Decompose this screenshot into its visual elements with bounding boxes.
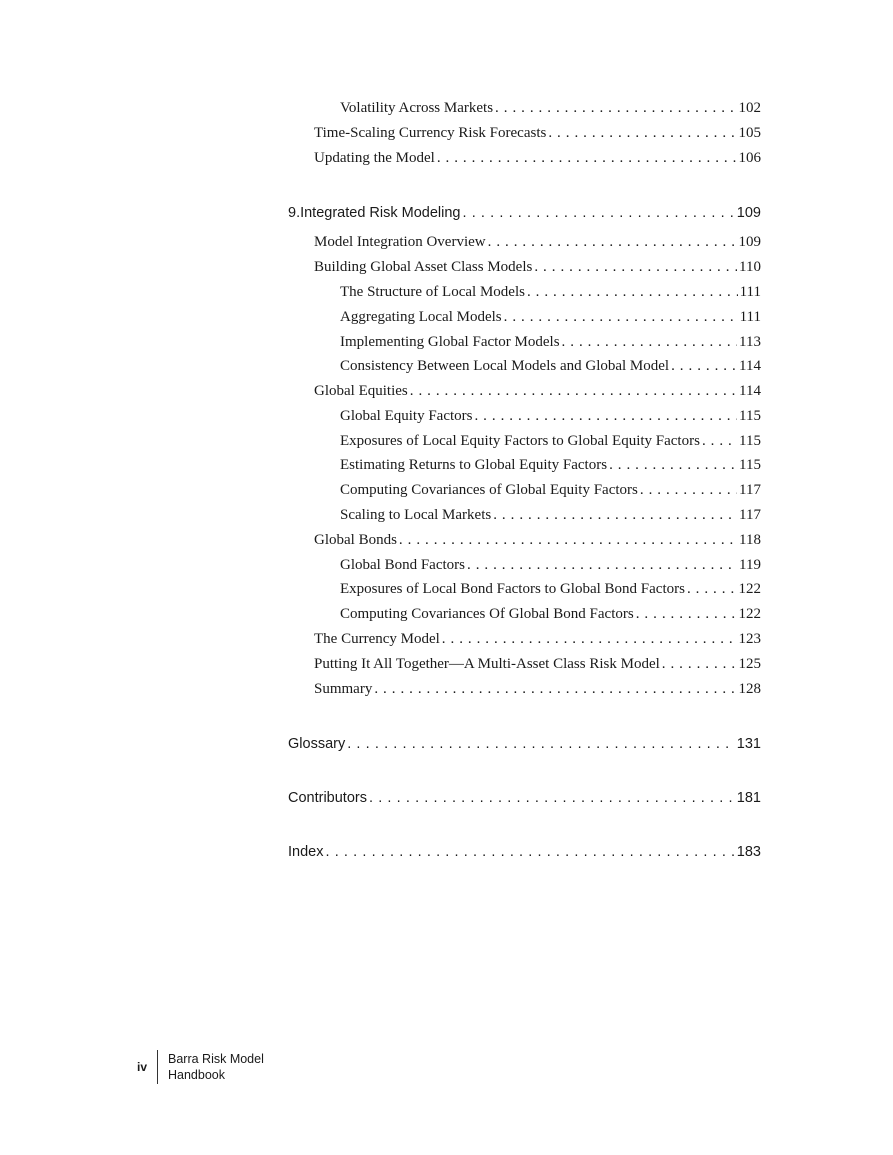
toc-entry-page: 105 [738, 125, 761, 141]
toc-entry-title: Integrated Risk Modeling [300, 205, 461, 221]
toc-entry[interactable] [288, 383, 761, 400]
toc-entry[interactable] [288, 100, 761, 117]
dot-leader [463, 205, 735, 221]
toc-entry-page: 183 [736, 844, 761, 860]
toc-entry-title: Computing Covariances Of Global Bond Factors [340, 606, 634, 622]
toc-entry[interactable] [288, 532, 761, 549]
toc-section-entry[interactable] [288, 736, 761, 752]
dot-leader [636, 606, 737, 623]
toc-entry-title: Implementing Global Factor Models [340, 334, 560, 350]
toc-entry-title: Exposures of Local Bond Factors to Global Bond Factors [340, 581, 685, 597]
toc-entry[interactable] [288, 482, 761, 499]
toc-entry-page: 106 [738, 150, 761, 166]
toc-entry-title: The Structure of Local Models [340, 284, 525, 300]
toc-entry-page: 114 [739, 383, 761, 399]
dot-leader [493, 507, 737, 524]
dot-leader [495, 100, 736, 117]
dot-leader [702, 433, 737, 450]
toc-entry[interactable] [288, 681, 761, 698]
toc-entry-page: 118 [739, 532, 761, 548]
dot-leader [325, 844, 734, 860]
toc-entry-page: 109 [736, 205, 761, 221]
toc-entry-title: Consistency Between Local Models and Global Model [340, 358, 670, 374]
toc-entry-page: 102 [738, 100, 761, 116]
dot-leader [527, 284, 738, 301]
toc-entry-page: 111 [739, 284, 761, 300]
book-title-line: Barra Risk Model [168, 1052, 264, 1066]
toc-entry-page: 128 [738, 681, 761, 697]
dot-leader [467, 557, 737, 574]
toc-entry-page: 117 [739, 482, 761, 498]
chapter-number: 9. [288, 205, 301, 221]
toc-entry-page: 109 [738, 234, 761, 250]
toc-entry[interactable] [288, 433, 761, 450]
toc-entry[interactable] [288, 457, 761, 474]
dot-leader [474, 408, 737, 425]
toc-entry-title: Computing Covariances of Global Equity Factors [340, 482, 638, 498]
toc-entry-title: The Currency Model [314, 631, 440, 647]
toc-entry[interactable] [288, 125, 761, 142]
dot-leader [399, 532, 737, 549]
toc-entry-page: 131 [736, 736, 761, 752]
toc-entry-page: 114 [739, 358, 761, 374]
toc-chapter-entry[interactable] [288, 205, 761, 221]
toc-entry-page: 122 [738, 606, 761, 622]
toc-entry[interactable] [288, 606, 761, 623]
toc-section-entry[interactable] [288, 844, 761, 860]
dot-leader [488, 234, 737, 251]
toc-entry[interactable] [288, 234, 761, 251]
dot-leader [504, 309, 738, 326]
toc-entry[interactable] [288, 284, 761, 301]
toc-entry-title: Putting It All Together—A Multi-Asset Class Risk Model [314, 656, 660, 672]
dot-leader [437, 150, 737, 167]
toc-entry-page: 119 [739, 557, 761, 573]
toc-entry-page: 113 [739, 334, 761, 350]
toc-entry-title: Glossary [288, 736, 346, 752]
toc-entry-page: 115 [739, 457, 761, 473]
dot-leader [442, 631, 737, 648]
toc-entry-title: Estimating Returns to Global Equity Factors [340, 457, 608, 473]
toc-entry[interactable] [288, 358, 761, 375]
toc-entry-title: Updating the Model [314, 150, 435, 166]
toc-entry[interactable] [288, 507, 761, 524]
toc-entry[interactable] [288, 408, 761, 425]
toc-entry-page: 181 [736, 790, 761, 806]
page-footer [137, 1050, 264, 1084]
toc-entry-title: Exposures of Local Equity Factors to Global Equity Factors [340, 433, 700, 449]
toc-entry[interactable] [288, 259, 761, 276]
footer-divider [157, 1050, 158, 1084]
toc-entry[interactable] [288, 150, 761, 167]
toc-entry[interactable] [288, 656, 761, 673]
toc-section-entry[interactable] [288, 790, 761, 806]
toc-entry[interactable] [288, 581, 761, 598]
toc-entry-title: Global Equity Factors [340, 408, 473, 424]
toc-entry-title: Contributors [288, 790, 367, 806]
toc-entry-page: 125 [738, 656, 761, 672]
toc-entry-title: Summary [314, 681, 373, 697]
dot-leader [609, 457, 737, 474]
dot-leader [687, 581, 737, 598]
dot-leader [410, 383, 737, 400]
dot-leader [640, 482, 737, 499]
dot-leader [548, 125, 736, 142]
toc-entry-title: Building Global Asset Class Models [314, 259, 533, 275]
dot-leader [671, 358, 737, 375]
book-title [168, 1051, 264, 1083]
toc-entry-title: Volatility Across Markets [340, 100, 494, 116]
toc-entry-title: Time-Scaling Currency Risk Forecasts [314, 125, 547, 141]
dot-leader [374, 681, 736, 698]
toc-entry[interactable] [288, 557, 761, 574]
toc-entry-title: Global Equities [314, 383, 408, 399]
page-number: iv [137, 1060, 148, 1074]
dot-leader [562, 334, 738, 351]
toc-entry-title: Scaling to Local Markets [340, 507, 492, 523]
dot-leader [662, 656, 737, 673]
book-title-line: Handbook [168, 1068, 225, 1082]
toc-entry[interactable] [288, 631, 761, 648]
toc-entry-title: Model Integration Overview [314, 234, 486, 250]
dot-leader [534, 259, 737, 276]
toc-entry[interactable] [288, 309, 761, 326]
toc-entry-page: 115 [739, 433, 761, 449]
toc-entry-title: Global Bond Factors [340, 557, 465, 573]
toc-entry[interactable] [288, 334, 761, 351]
toc-entry-page: 117 [739, 507, 761, 523]
toc-entry-page: 122 [738, 581, 761, 597]
dot-leader [347, 736, 735, 752]
toc-entry-title: Index [288, 844, 324, 860]
toc-entry-page: 123 [738, 631, 761, 647]
dot-leader [369, 790, 735, 806]
toc-entry-page: 115 [739, 408, 761, 424]
toc-entry-page: 111 [739, 309, 761, 325]
toc-entry-title: Aggregating Local Models [340, 309, 502, 325]
toc-entry-page: 110 [739, 259, 761, 275]
toc-entry-title: Global Bonds [314, 532, 397, 548]
